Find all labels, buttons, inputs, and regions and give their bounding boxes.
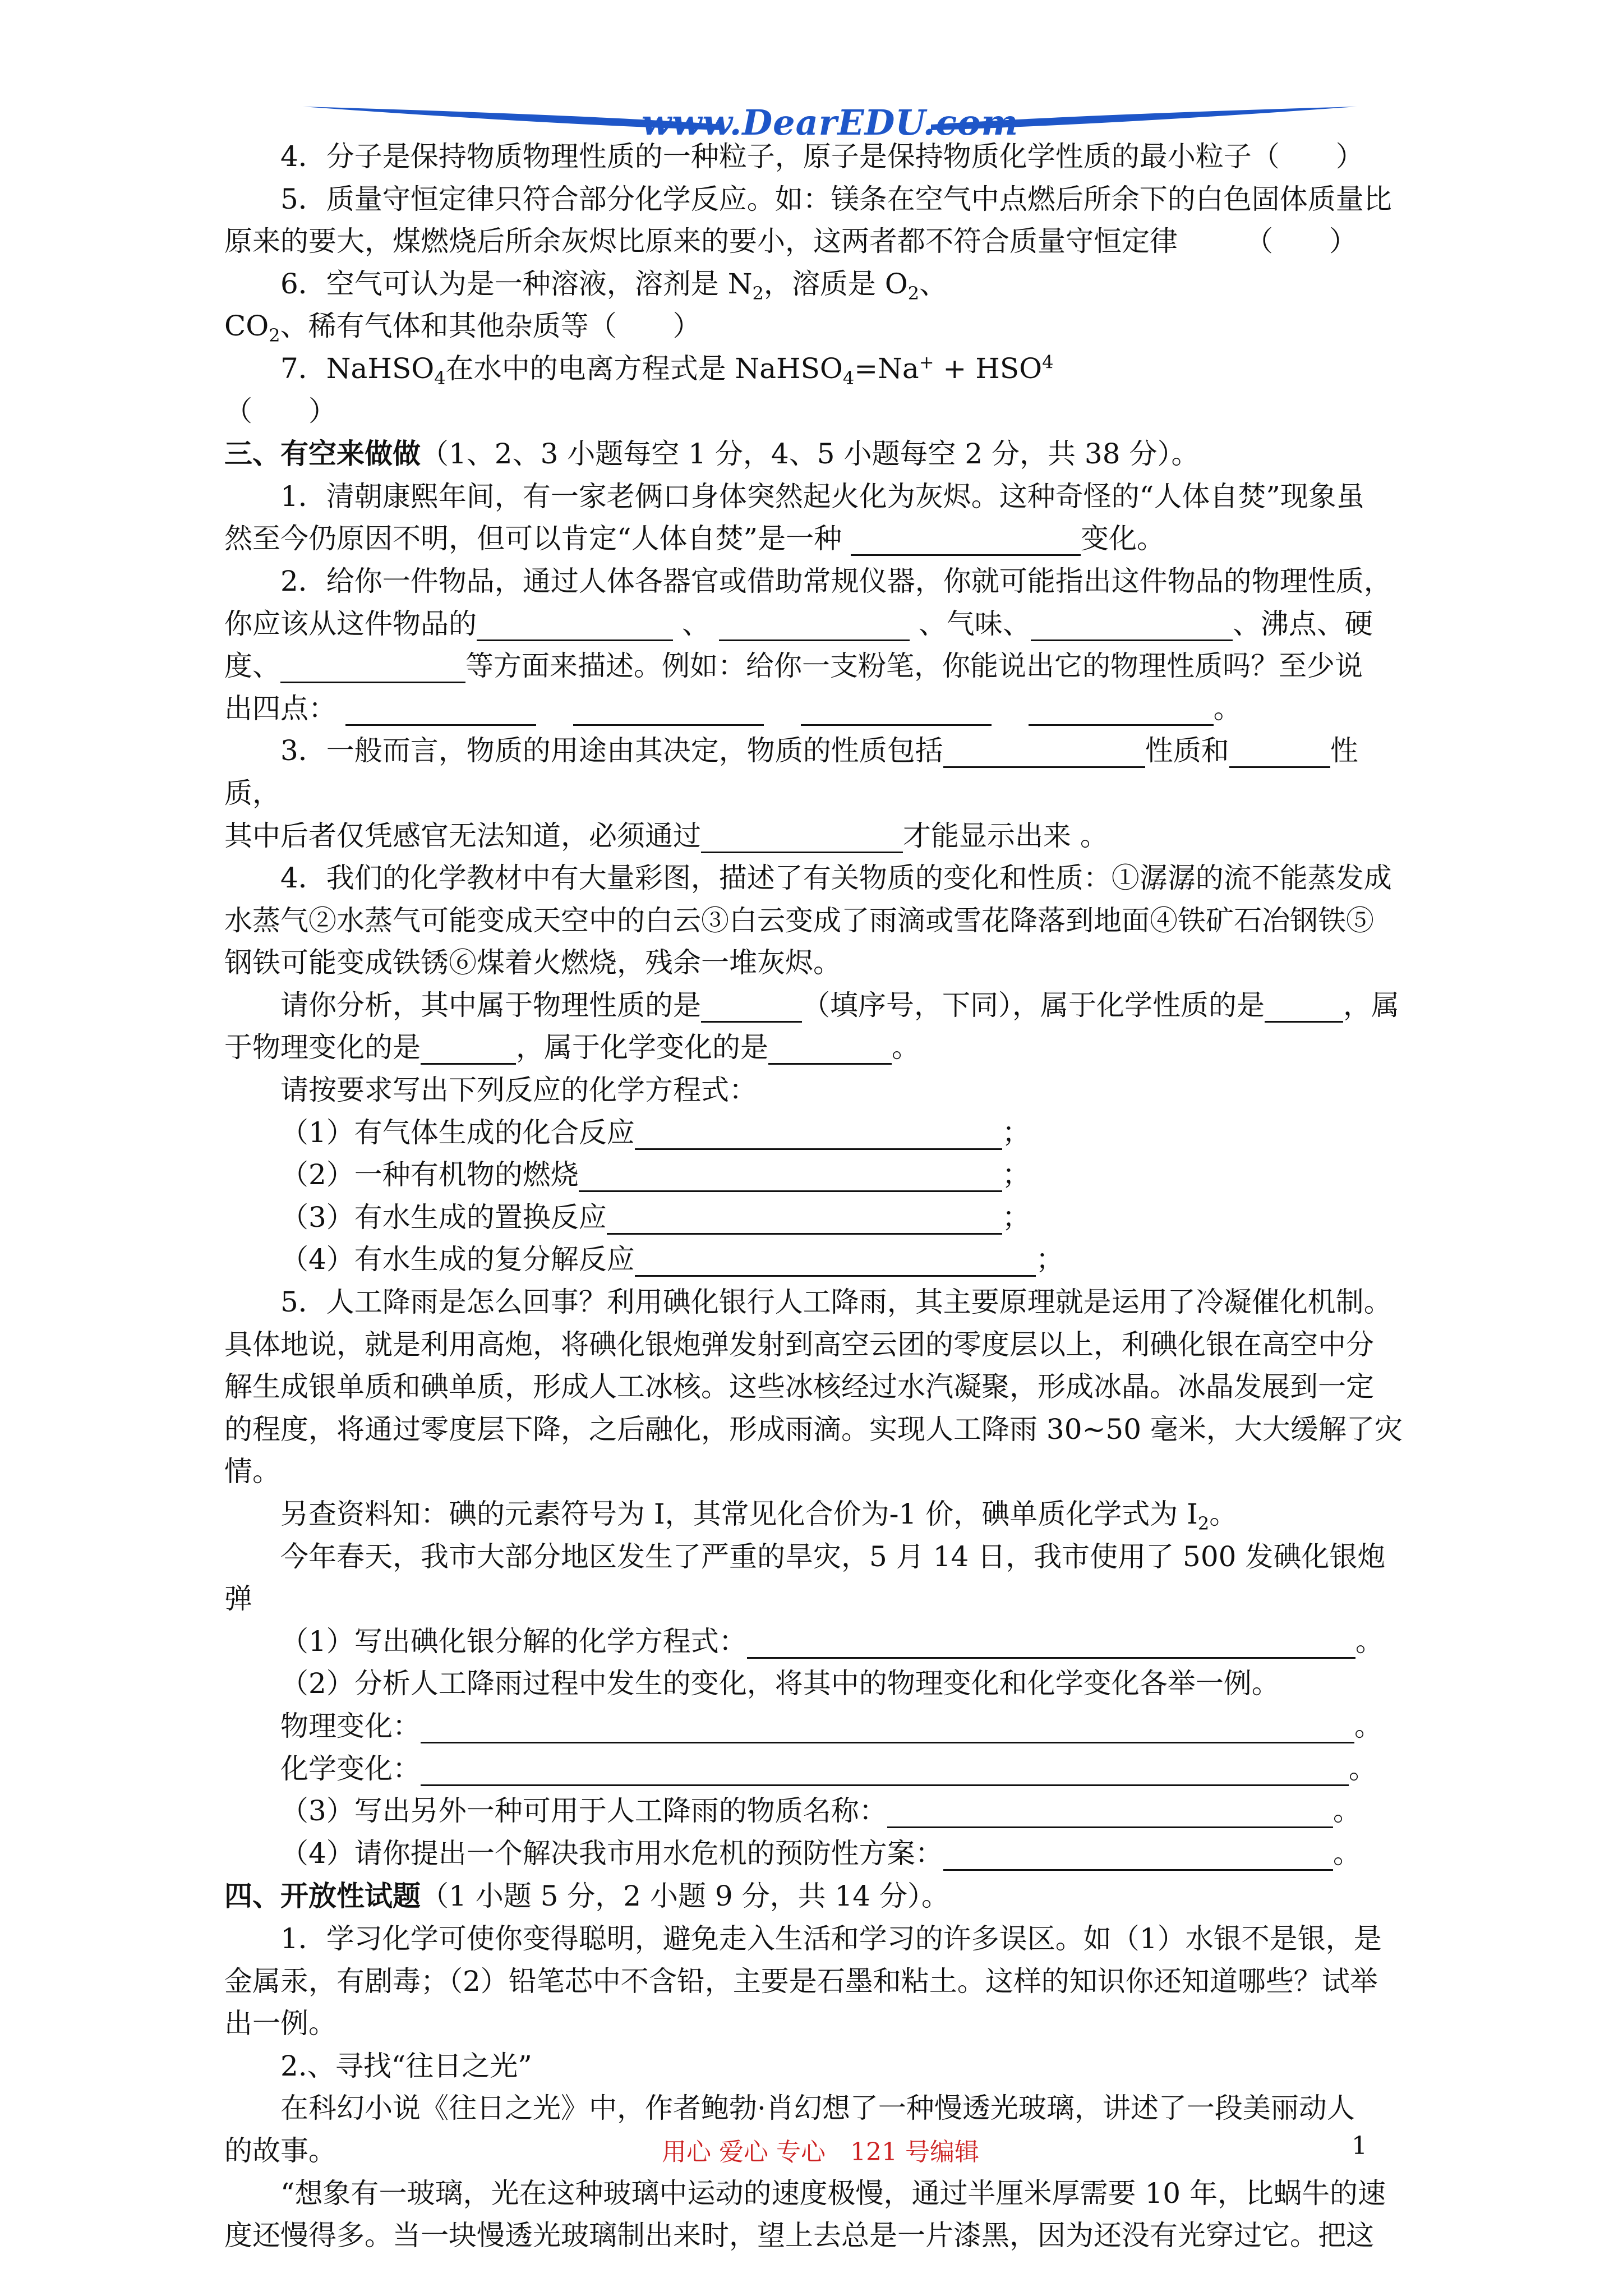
item-4-2-title: 2.、寻找“往日之光” bbox=[280, 2049, 532, 2082]
item-3-2-line2: 你应该从这件物品的 、 、气味、 、沸点、硬 bbox=[224, 607, 1373, 640]
answer-blank[interactable] bbox=[943, 737, 1145, 768]
answer-blank[interactable] bbox=[607, 1204, 1002, 1235]
item-2-5-line2: 原来的要大，煤燃烧后所余灰烬比原来的要小，这两者都不符合质量守恒定律 （ ） bbox=[224, 225, 1357, 258]
section-4-title: 四、开放性试题（1 小题 5 分，2 小题 9 分，共 14 分）。 bbox=[224, 1879, 950, 1913]
answer-blank[interactable] bbox=[768, 1034, 892, 1065]
section-3-title: 三、有空来做做（1、2、3 小题每空 1 分，4、5 小题每空 2 分，共 38 分）。 bbox=[224, 437, 1200, 471]
item-4-2-line1: 在科幻小说《往日之光》中，作者鲍勃·肖幻想了一种慢透光玻璃，讲述了一段美丽动人 bbox=[280, 2092, 1355, 2125]
item-2-4: 4．分子是保持物质物理性质的一种粒子，原子是保持物质化学性质的最小粒子（ ） bbox=[280, 140, 1364, 173]
answer-blank[interactable] bbox=[747, 1628, 1355, 1659]
item-4-2-line4: 度还慢得多。当一块慢透光玻璃制出来时，望上去总是一片漆黑，因为还没有光穿过它。把这 bbox=[224, 2219, 1374, 2252]
answer-blank[interactable] bbox=[579, 1161, 1002, 1192]
item-3-1-line1: 1．清朝康熙年间，有一家老俩口身体突然起火化为灰烬。这种奇怪的“人体自焚”现象虽 bbox=[280, 480, 1364, 513]
item-3-5-line1: 5．人工降雨是怎么回事？利用碘化银行人工降雨，其主要原理就是运用了冷凝催化机制。 bbox=[280, 1286, 1392, 1319]
equation-1: （1）有气体生成的化合反应 ； bbox=[280, 1116, 1030, 1149]
item-4-2-line3: “想象有一玻璃，光在这种玻璃中运动的速度极慢，通过半厘米厚需要 10 年，比蜗牛的速 bbox=[280, 2177, 1386, 2210]
item-3-5-sub2: （2）分析人工降雨过程中发生的变化，将其中的物理变化和化学变化各举一例。 bbox=[280, 1667, 1280, 1700]
answer-blank[interactable] bbox=[477, 610, 673, 641]
item-3-4-line2: 水蒸气②水蒸气可能变成天空中的白云③白云变成了雨滴或雪花降落到地面④铁矿石冶钢铁⑤ bbox=[224, 904, 1374, 937]
item-3-4-line1: 4．我们的化学教材中有大量彩图，描述了有关物质的变化和性质：①潺潺的流不能蒸发成 bbox=[280, 862, 1392, 895]
footer-text: 用心 爱心 专心 121 号编辑 bbox=[662, 2138, 979, 2166]
item-3-5-line7: 今年春天，我市大部分地区发生了严重的旱灾，5 月 14 日，我市使用了 500 发碘化银炮弹 bbox=[224, 1540, 1386, 1616]
answer-blank[interactable] bbox=[635, 1246, 1036, 1277]
answer-blank[interactable] bbox=[801, 695, 992, 726]
item-2-7: 7．NaHSO$_4$在水中的电离方程式是 NaHSO$_4$=Na+ + $HSO^4$（ ） bbox=[224, 351, 1054, 427]
answer-blank[interactable] bbox=[1031, 610, 1233, 641]
item-3-5-physical: 物理变化： 。 bbox=[280, 1709, 1382, 1742]
answer-blank[interactable] bbox=[345, 695, 536, 726]
item-3-4-line5: 于物理变化的是 ，属于化学变化的是 。 bbox=[224, 1031, 920, 1064]
item-3-5-sub4: （4）请你提出一个解决我市用水危机的预防性方案： 。 bbox=[280, 1837, 1361, 1870]
item-3-2-line3: 度、 等方面来描述。例如：给你一支粉笔，你能说出它的物理性质吗？至少说 bbox=[224, 650, 1363, 683]
item-3-4-line6: 请按要求写出下列反应的化学方程式： bbox=[280, 1074, 757, 1107]
page-number: 1 bbox=[1352, 2132, 1367, 2160]
item-4-1-line3: 出一例。 bbox=[224, 2007, 336, 2040]
item-3-5-line2: 具体地说，就是利用高炮，将碘化银炮弹发射到高空云团的零度层以上，利碘化银在高空中分 bbox=[224, 1328, 1374, 1361]
item-3-5-sub1: （1）写出碘化银分解的化学方程式： 。 bbox=[280, 1625, 1384, 1658]
item-3-5-line3: 解生成银单质和碘单质，形成人工冰核。这些冰核经过水汽凝聚，形成冰晶。冰晶发展到一定 bbox=[224, 1370, 1374, 1404]
item-2-6: 6．空气可认为是一种溶液，溶剂是 $N_2$，溶质是 $O_2$、$CO_2$、稀有气体和其他杂质等（ ） bbox=[224, 267, 948, 347]
item-4-2-line2: 的故事。 bbox=[224, 2134, 336, 2167]
item-3-5-line6: 另查资料知：碘的元素符号为 I，其常见化合价为-1 价，碘单质化学式为 $I_2$。 bbox=[280, 1498, 1238, 1534]
document-body bbox=[224, 136, 1413, 2257]
site-name: www.DearEDU.com bbox=[641, 102, 1019, 143]
answer-blank[interactable] bbox=[851, 525, 1081, 556]
answer-blank[interactable] bbox=[280, 652, 465, 683]
item-3-1-line2: 然至今仍原因不明，但可以肯定“人体自焚”是一种 变化。 bbox=[224, 522, 1165, 555]
item-3-4-line3: 钢铁可能变成铁锈⑥煤着火燃烧，残余一堆灰烬。 bbox=[224, 946, 841, 979]
answer-blank[interactable] bbox=[421, 1713, 1354, 1743]
answer-blank[interactable] bbox=[701, 822, 903, 853]
item-3-2-line1: 2．给你一件物品，通过人体各器官或借助常规仪器，你就可能指出这件物品的物理性质， bbox=[280, 564, 1392, 597]
answer-blank[interactable] bbox=[719, 610, 910, 641]
item-3-3-line1: 3．一般而言，物质的用途由其决定，物质的性质包括 性质和 性质， bbox=[224, 734, 1358, 809]
answer-blank[interactable] bbox=[635, 1119, 1002, 1150]
item-3-5-line4: 的程度，将通过零度层下降，之后融化，形成雨滴。实现人工降雨 30~50 毫米，大大缓解了灾 bbox=[224, 1412, 1403, 1446]
item-2-5-line1: 5．质量守恒定律只符合部分化学反应。如：镁条在空气中点燃后所余下的白色固体质量比 bbox=[280, 182, 1392, 215]
answer-blank[interactable] bbox=[701, 992, 802, 1023]
answer-blank[interactable] bbox=[1229, 737, 1330, 768]
answer-blank[interactable] bbox=[421, 1034, 516, 1065]
equation-2: （2）一种有机物的燃烧 ； bbox=[280, 1158, 1030, 1191]
item-3-4-line4: 请你分析，其中属于物理性质的是 （填序号，下同），属于化学性质的是 ，属 bbox=[280, 988, 1399, 1022]
item-3-5-line5: 情。 bbox=[224, 1455, 280, 1488]
answer-blank[interactable] bbox=[1265, 992, 1343, 1023]
item-3-5-sub3: （3）写出另外一种可用于人工降雨的物质名称： 。 bbox=[280, 1795, 1361, 1828]
answer-blank[interactable] bbox=[943, 1840, 1333, 1871]
item-4-1-line2: 金属汞，有剧毒；（2）铅笔芯中不含铅，主要是石墨和粘土。这样的知识你还知道哪些？试举 bbox=[224, 1964, 1378, 1998]
answer-blank[interactable] bbox=[1029, 695, 1214, 726]
answer-blank[interactable] bbox=[421, 1755, 1349, 1786]
item-4-1-line1: 1．学习化学可使你变得聪明，避免走入生活和学习的许多误区。如（1）水银不是银，是 bbox=[280, 1922, 1382, 1955]
equation-4: （4）有水生成的复分解反应 ； bbox=[280, 1243, 1064, 1276]
equation-3: （3）有水生成的置换反应 ； bbox=[280, 1200, 1030, 1234]
item-3-5-chemical: 化学变化： 。 bbox=[280, 1752, 1377, 1785]
item-3-3-line2: 其中后者仅凭感官无法知道，必须通过 才能显示出来 。 bbox=[224, 819, 1108, 852]
item-3-2-line4: 出四点： 。 bbox=[224, 692, 1242, 725]
answer-blank[interactable] bbox=[887, 1797, 1333, 1828]
answer-blank[interactable] bbox=[573, 695, 764, 726]
